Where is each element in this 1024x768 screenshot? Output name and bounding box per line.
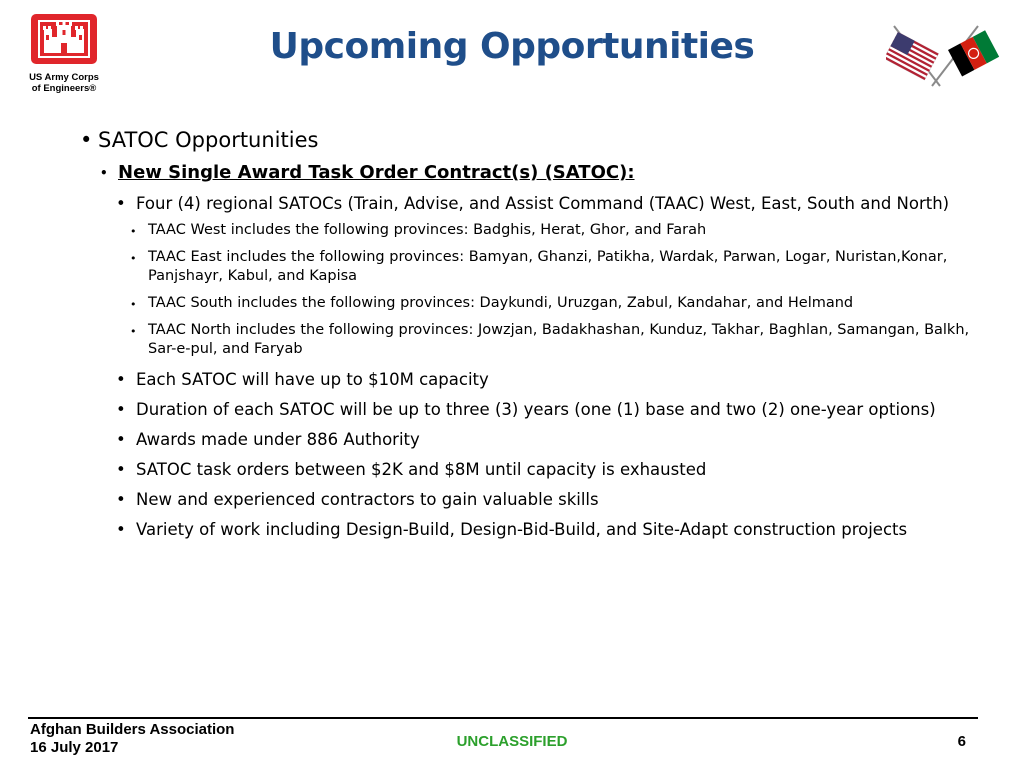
bullet-icon: • xyxy=(116,430,126,449)
page-number: 6 xyxy=(957,733,966,750)
logo-caption: US Army Corps of Engineers® xyxy=(29,72,99,94)
taac-item: • TAAC West includes the following provinces: Badghis, Herat, Ghor, and Farah xyxy=(130,221,980,240)
bullet-icon: • xyxy=(130,298,137,311)
footer-date: 16 July 2017 xyxy=(30,739,119,756)
crossed-flags xyxy=(886,22,1014,92)
slide-body xyxy=(80,128,980,547)
bullet-icon: • xyxy=(116,370,126,389)
bullet-icon: • xyxy=(80,128,93,152)
level2-heading: • New Single Award Task Order Contract(s) (SATOC): xyxy=(100,162,635,183)
afghanistan-flag-icon xyxy=(948,30,999,76)
bullet-icon: • xyxy=(116,400,126,419)
level3-item: • Four (4) regional SATOCs (Train, Advise, and Assist Command (TAAC) West, East, South and North) xyxy=(116,191,980,217)
taac-item: • TAAC East includes the following provinces: Bamyan, Ghanzi, Patikha, Wardak, Parwan, Logar, Nuristan,Konar, Panjshayr, Kabul, and Kapisa xyxy=(130,249,948,284)
level3-item: • Each SATOC will have up to $10M capacity xyxy=(116,367,980,393)
classification-label: UNCLASSIFIED xyxy=(456,733,568,750)
bullet-icon: • xyxy=(100,166,108,180)
level1-bullet: • SATOC Opportunities xyxy=(80,128,319,152)
taac-item: • TAAC South includes the following provinces: Daykundi, Uruzgan, Zabul, Kandahar, and Helmand xyxy=(130,294,980,313)
level3-item: • Duration of each SATOC will be up to three (3) years (one (1) base and two (2) one-year options) xyxy=(116,397,980,423)
bullet-icon: • xyxy=(116,460,126,479)
page-title: Upcoming Opportunities xyxy=(269,26,755,67)
level3-item: • Variety of work including Design-Build, Design-Bid-Build, and Site-Adapt construction projects xyxy=(116,517,980,543)
bullet-icon: • xyxy=(130,325,137,338)
taac-item: • TAAC North includes the following provinces: Jowzjan, Badakhashan, Kunduz, Takhar, Baghlan, Samangan, Balkh, Sar-e-pul, and Faryab xyxy=(130,322,970,357)
bullet-icon: • xyxy=(116,490,126,509)
level3-item: • New and experienced contractors to gain valuable skills xyxy=(116,487,980,513)
bullet-icon: • xyxy=(116,194,126,213)
footer-divider xyxy=(28,717,978,719)
footer-org: Afghan Builders Association xyxy=(30,721,235,738)
level3-item: • Awards made under 886 Authority xyxy=(116,427,980,453)
bullet-icon: • xyxy=(130,225,137,238)
level3-item: • SATOC task orders between $2K and $8M until capacity is exhausted xyxy=(116,457,980,483)
bullet-icon: • xyxy=(130,252,137,265)
bullet-icon: • xyxy=(116,520,126,539)
